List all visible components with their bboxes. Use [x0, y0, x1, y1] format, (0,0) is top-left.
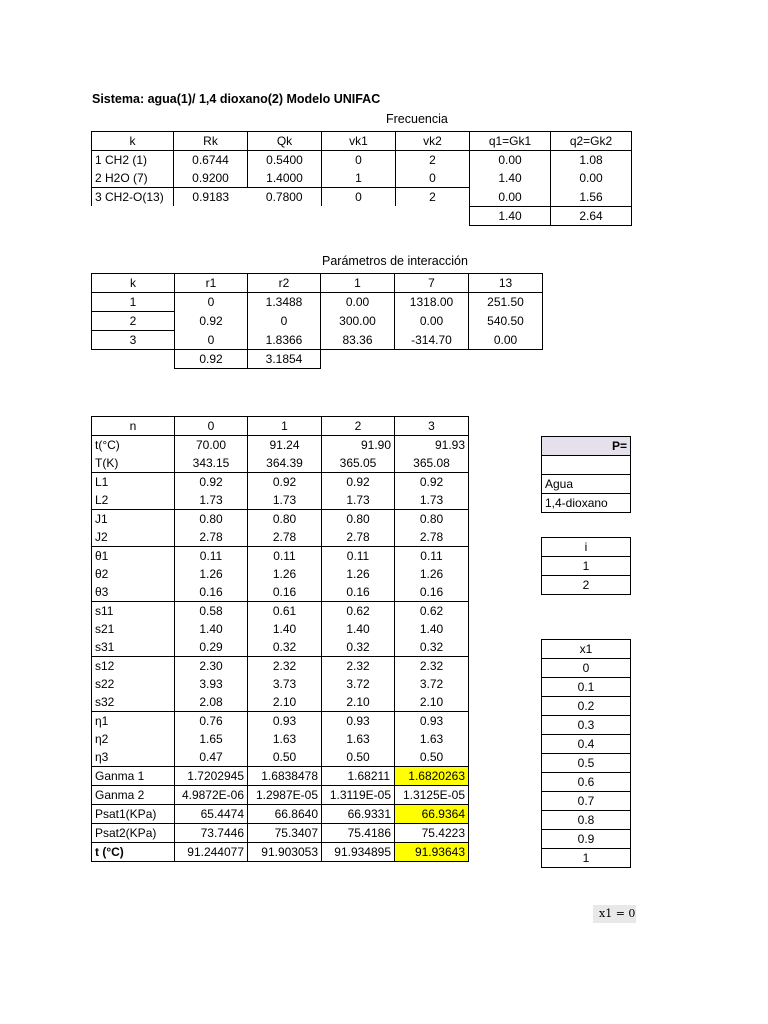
iteration-cell: 0.92: [395, 473, 469, 492]
x1-value: 0.8: [542, 811, 631, 830]
interaction-a1: 83.36: [321, 331, 395, 350]
iteration-row-label: θ1: [92, 547, 175, 566]
iteration-cell: 91.934895: [322, 843, 395, 862]
group-q2: 1.08: [551, 151, 632, 170]
iteration-cell: 2.08: [175, 693, 248, 712]
iteration-row: [92, 805, 469, 824]
iteration-row-label: t (°C): [92, 843, 175, 862]
iteration-header-col: 3: [395, 417, 469, 436]
group-q2: 1.56: [551, 188, 632, 207]
x1-value: 1: [542, 849, 631, 868]
x1-value: 0.4: [542, 735, 631, 754]
interaction-header-7: 7: [395, 274, 469, 293]
iteration-row: [92, 528, 469, 547]
iteration-cell: 0.92: [322, 473, 395, 492]
iteration-cell: 91.93: [395, 436, 469, 455]
iteration-row: [92, 638, 469, 657]
x1-value: 0.7: [542, 792, 631, 811]
iteration-cell: 1.26: [248, 565, 322, 583]
iteration-cell: 1.6838478: [248, 767, 322, 786]
group-vk1: 0: [322, 188, 396, 207]
interaction-a13: 540.50: [469, 312, 543, 331]
iteration-cell: 1.40: [175, 620, 248, 638]
iteration-row-label: Ganma 2: [92, 786, 175, 805]
interaction-row: [92, 312, 543, 331]
interaction-totals-row: [92, 350, 543, 369]
iteration-row-label: s11: [92, 602, 175, 621]
iteration-cell: 343.15: [175, 454, 248, 473]
iteration-cell: 0.32: [322, 638, 395, 657]
interaction-total-r2: 3.1854: [248, 350, 321, 369]
iteration-cell: 2.10: [248, 693, 322, 712]
iteration-cell: 0.11: [175, 547, 248, 566]
iteration-cell: 2.78: [322, 528, 395, 547]
iteration-cell: 0.93: [395, 712, 469, 731]
interaction-header-13: 13: [469, 274, 543, 293]
iteration-cell: 2.78: [248, 528, 322, 547]
iteration-cell: 0.62: [395, 602, 469, 621]
groups-total-q1: 1.40: [470, 206, 551, 225]
interaction-a13: 0.00: [469, 331, 543, 350]
iteration-cell: 1.3125E-05: [395, 786, 469, 805]
iteration-row-label: L1: [92, 473, 175, 492]
iteration-cell: 75.4186: [322, 824, 395, 843]
component-2: 1,4-dioxano: [542, 494, 631, 513]
iteration-cell: 1.65: [175, 730, 248, 748]
interaction-r2: 0: [248, 312, 321, 331]
iteration-header-n: n: [92, 417, 175, 436]
iteration-cell: 0.47: [175, 748, 248, 767]
iteration-cell: 0.80: [322, 510, 395, 529]
iteration-cell: 91.244077: [175, 843, 248, 862]
iteration-row: [92, 565, 469, 583]
interaction-a7: -314.70: [395, 331, 469, 350]
iteration-cell: 0.62: [322, 602, 395, 621]
iteration-row: [92, 675, 469, 693]
iteration-cell: 75.4223: [395, 824, 469, 843]
iteration-cell: 2.30: [175, 657, 248, 676]
iteration-header-col: 1: [248, 417, 322, 436]
iteration-row-label: L2: [92, 491, 175, 510]
groups-header-vk1: vk1: [322, 132, 396, 151]
interaction-a1: 0.00: [321, 293, 395, 312]
iteration-row: [92, 657, 469, 676]
iteration-cell: 1.73: [248, 491, 322, 510]
iteration-table: [91, 416, 469, 862]
groups-table: [91, 131, 632, 226]
iteration-cell: 0.50: [248, 748, 322, 767]
iteration-cell: 1.73: [322, 491, 395, 510]
iteration-row-label: θ2: [92, 565, 175, 583]
iteration-cell: 1.2987E-05: [248, 786, 322, 805]
iteration-row-label: T(K): [92, 454, 175, 473]
iteration-cell: 0.80: [248, 510, 322, 529]
interaction-table: [91, 273, 543, 369]
iteration-row: [92, 730, 469, 748]
interaction-header-r2: r2: [248, 274, 321, 293]
interaction-header-row: [92, 274, 543, 293]
iteration-row: [92, 491, 469, 510]
interaction-a7: 0.00: [395, 312, 469, 331]
i-value: 2: [542, 576, 631, 595]
iteration-cell: 91.90: [322, 436, 395, 455]
group-rk: 0.6744: [174, 151, 248, 170]
group-name: 3 CH2-O(13): [92, 188, 174, 207]
x1-value: 0.5: [542, 754, 631, 773]
iteration-row: [92, 510, 469, 529]
iteration-cell: 2.78: [395, 528, 469, 547]
iteration-row-label: J1: [92, 510, 175, 529]
group-name: 2 H2O (7): [92, 169, 174, 188]
groups-row: [92, 169, 632, 188]
component-1: Agua: [542, 475, 631, 494]
iteration-row: [92, 843, 469, 862]
iteration-row-label: η2: [92, 730, 175, 748]
interaction-a13: 251.50: [469, 293, 543, 312]
x1-table: [541, 639, 631, 868]
iteration-row-label: J2: [92, 528, 175, 547]
iteration-row: [92, 712, 469, 731]
groups-header-vk2: vk2: [396, 132, 470, 151]
iteration-row-label: s32: [92, 693, 175, 712]
x1-value: 0.2: [542, 697, 631, 716]
iteration-row: [92, 824, 469, 843]
iteration-row-label: s22: [92, 675, 175, 693]
iteration-cell: 2.10: [322, 693, 395, 712]
interaction-k: 2: [92, 312, 175, 331]
interaction-a7: 1318.00: [395, 293, 469, 312]
iteration-row-label: s12: [92, 657, 175, 676]
iteration-cell: 0.58: [175, 602, 248, 621]
iteration-cell: 0.16: [175, 583, 248, 602]
pressure-value-cell[interactable]: [542, 456, 631, 475]
iteration-cell: 365.05: [322, 454, 395, 473]
iteration-cell: 66.9364: [395, 805, 469, 824]
interaction-header-k: k: [92, 274, 175, 293]
iteration-row: [92, 786, 469, 805]
iteration-cell: 75.3407: [248, 824, 322, 843]
interaction-r1: 0: [175, 331, 248, 350]
groups-row: [92, 188, 632, 207]
interaction-row: [92, 331, 543, 350]
group-vk2: 0: [396, 169, 470, 188]
iteration-cell: 0.16: [322, 583, 395, 602]
iteration-cell: 1.26: [322, 565, 395, 583]
iteration-cell: 70.00: [175, 436, 248, 455]
interaction-k: 3: [92, 331, 175, 350]
group-name: 1 CH2 (1): [92, 151, 174, 170]
iteration-cell: 1.63: [395, 730, 469, 748]
iteration-cell: 65.4474: [175, 805, 248, 824]
iteration-cell: 1.63: [248, 730, 322, 748]
iteration-cell: 0.80: [175, 510, 248, 529]
iteration-cell: 0.29: [175, 638, 248, 657]
iteration-cell: 365.08: [395, 454, 469, 473]
groups-header-qk: Qk: [248, 132, 322, 151]
interaction-row: [92, 293, 543, 312]
group-qk: 1.4000: [248, 169, 322, 188]
iteration-cell: 1.40: [248, 620, 322, 638]
interaction-r2: 1.8366: [248, 331, 321, 350]
group-rk: 0.9183: [174, 188, 248, 207]
iteration-row-label: η3: [92, 748, 175, 767]
interaction-r1: 0.92: [175, 312, 248, 331]
iteration-row-label: s21: [92, 620, 175, 638]
iteration-cell: 2.32: [322, 657, 395, 676]
iteration-cell: 91.24: [248, 436, 322, 455]
group-q2: 0.00: [551, 169, 632, 188]
iteration-cell: 1.73: [175, 491, 248, 510]
iteration-row-label: t(°C): [92, 436, 175, 455]
i-header: i: [542, 538, 631, 557]
iteration-cell: 1.40: [395, 620, 469, 638]
iteration-row-label: η1: [92, 712, 175, 731]
iteration-row: [92, 693, 469, 712]
iteration-cell: 2.32: [395, 657, 469, 676]
iteration-cell: 91.903053: [248, 843, 322, 862]
iteration-row: [92, 602, 469, 621]
groups-header-q2: q2=Gk2: [551, 132, 632, 151]
iteration-row-label: Ganma 1: [92, 767, 175, 786]
group-vk1: 0: [322, 151, 396, 170]
iteration-row: [92, 748, 469, 767]
iteration-header-col: 0: [175, 417, 248, 436]
group-vk2: 2: [396, 151, 470, 170]
iteration-cell: 0.50: [395, 748, 469, 767]
iteration-cell: 1.6820263: [395, 767, 469, 786]
iteration-cell: 3.72: [322, 675, 395, 693]
iteration-cell: 4.9872E-06: [175, 786, 248, 805]
iteration-cell: 1.73: [395, 491, 469, 510]
iteration-header-col: 2: [322, 417, 395, 436]
groups-header-q1: q1=Gk1: [470, 132, 551, 151]
pressure-panel: [541, 436, 631, 513]
iteration-cell: 0.16: [395, 583, 469, 602]
x1-value: 0.1: [542, 678, 631, 697]
group-q1: 1.40: [470, 169, 551, 188]
groups-header-k: k: [92, 132, 174, 151]
group-q1: 0.00: [470, 188, 551, 207]
iteration-row-label: Psat1(KPa): [92, 805, 175, 824]
x1-value: 0: [542, 659, 631, 678]
i-index-table: [541, 537, 631, 595]
iteration-cell: 3.73: [248, 675, 322, 693]
interaction-header-r1: r1: [175, 274, 248, 293]
iteration-cell: 0.93: [248, 712, 322, 731]
iteration-cell: 91.93643: [395, 843, 469, 862]
x1-value: 0.3: [542, 716, 631, 735]
interaction-caption: Parámetros de interacción: [322, 254, 468, 268]
iteration-cell: 0.93: [322, 712, 395, 731]
interaction-k: 1: [92, 293, 175, 312]
iteration-cell: 2.78: [175, 528, 248, 547]
x1-header: x1: [542, 640, 631, 659]
iteration-row-label: θ3: [92, 583, 175, 602]
iteration-row: [92, 583, 469, 602]
iteration-cell: 0.32: [248, 638, 322, 657]
iteration-cell: 3.93: [175, 675, 248, 693]
iteration-cell: 0.92: [248, 473, 322, 492]
frecuencia-caption: Frecuencia: [386, 112, 448, 126]
iteration-row: [92, 620, 469, 638]
iteration-cell: 0.80: [395, 510, 469, 529]
iteration-cell: 0.76: [175, 712, 248, 731]
groups-total-q2: 2.64: [551, 206, 632, 225]
iteration-cell: 73.7446: [175, 824, 248, 843]
interaction-header-1: 1: [321, 274, 395, 293]
iteration-header-row: [92, 417, 469, 436]
interaction-r2: 1.3488: [248, 293, 321, 312]
groups-header-rk: Rk: [174, 132, 248, 151]
interaction-total-r1: 0.92: [175, 350, 248, 369]
formula-snippet: x1 = 0: [593, 905, 636, 923]
iteration-cell: 66.9331: [322, 805, 395, 824]
iteration-row: [92, 473, 469, 492]
iteration-cell: 1.26: [395, 565, 469, 583]
group-qk: 0.5400: [248, 151, 322, 170]
group-rk: 0.9200: [174, 169, 248, 188]
x1-value: 0.9: [542, 830, 631, 849]
iteration-cell: 1.40: [322, 620, 395, 638]
iteration-cell: 3.72: [395, 675, 469, 693]
iteration-cell: 2.10: [395, 693, 469, 712]
groups-totals-row: [92, 206, 632, 225]
iteration-row: [92, 436, 469, 455]
iteration-cell: 0.11: [248, 547, 322, 566]
iteration-cell: 1.7202945: [175, 767, 248, 786]
iteration-cell: 66.8640: [248, 805, 322, 824]
iteration-cell: 0.92: [175, 473, 248, 492]
iteration-row: [92, 767, 469, 786]
interaction-r1: 0: [175, 293, 248, 312]
group-vk2: 2: [396, 188, 470, 207]
iteration-cell: 0.32: [395, 638, 469, 657]
iteration-cell: 2.32: [248, 657, 322, 676]
x1-value: 0.6: [542, 773, 631, 792]
iteration-cell: 1.26: [175, 565, 248, 583]
interaction-a1: 300.00: [321, 312, 395, 331]
iteration-row: [92, 454, 469, 473]
i-value: 1: [542, 557, 631, 576]
iteration-cell: 0.11: [395, 547, 469, 566]
iteration-cell: 1.68211: [322, 767, 395, 786]
iteration-row-label: Psat2(KPa): [92, 824, 175, 843]
iteration-row-label: s31: [92, 638, 175, 657]
iteration-cell: 0.61: [248, 602, 322, 621]
pressure-label: P=: [542, 437, 631, 456]
sheet-title: Sistema: agua(1)/ 1,4 dioxano(2) Modelo UNIFAC: [92, 92, 381, 106]
iteration-cell: 0.50: [322, 748, 395, 767]
group-qk: 0.7800: [248, 188, 322, 207]
iteration-cell: 0.11: [322, 547, 395, 566]
group-q1: 0.00: [470, 151, 551, 170]
iteration-cell: 0.16: [248, 583, 322, 602]
group-vk1: 1: [322, 169, 396, 188]
iteration-cell: 364.39: [248, 454, 322, 473]
iteration-row: [92, 547, 469, 566]
groups-header-row: [92, 132, 632, 151]
iteration-cell: 1.63: [322, 730, 395, 748]
groups-row: [92, 151, 632, 170]
iteration-cell: 1.3119E-05: [322, 786, 395, 805]
